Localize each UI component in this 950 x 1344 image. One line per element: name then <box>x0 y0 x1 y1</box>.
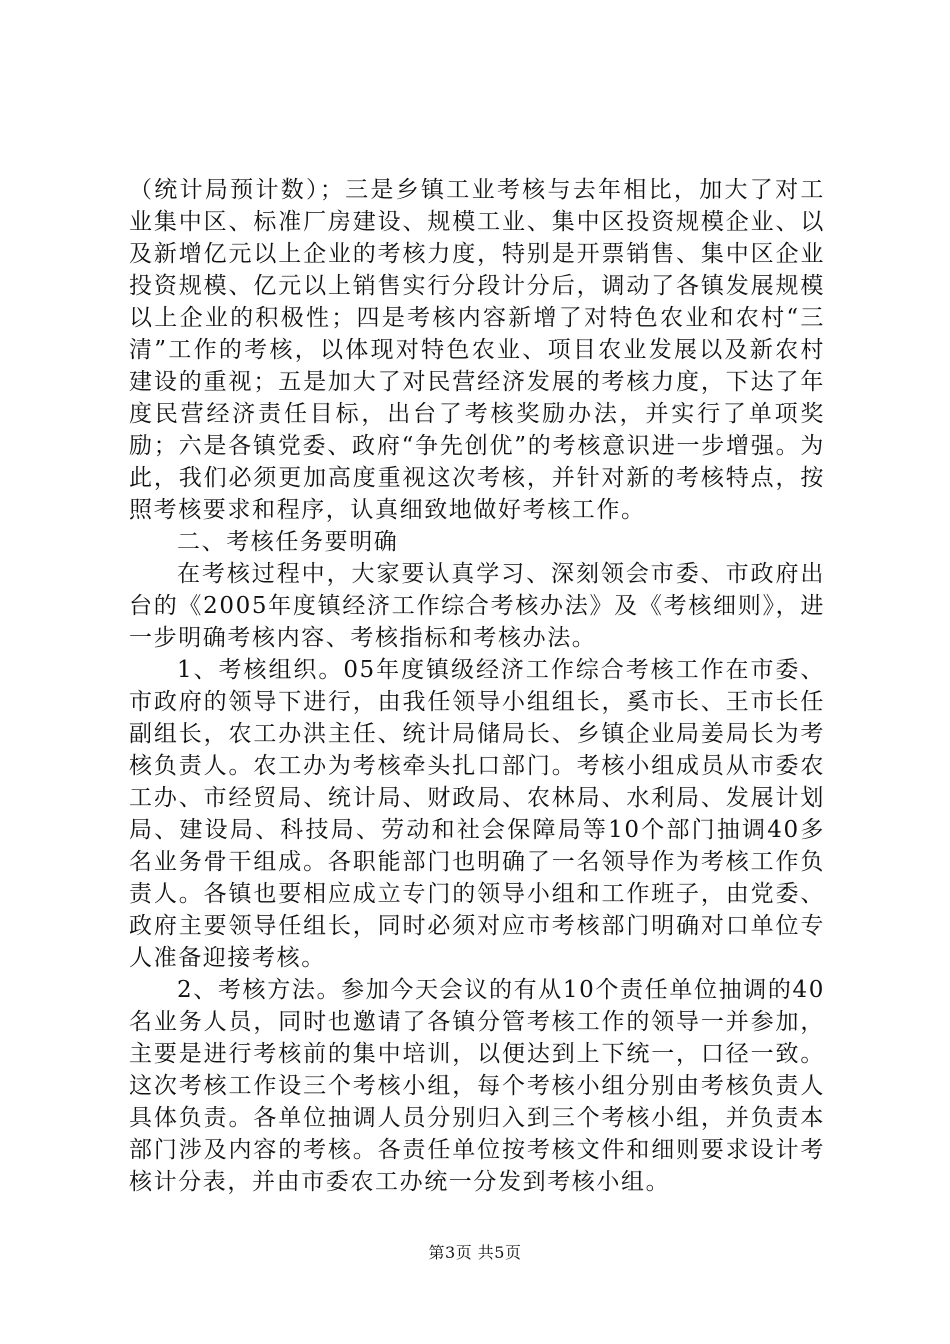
section-heading: 二、考核任务要明确 <box>177 529 399 555</box>
page-number: 第3页 共5页 <box>428 1243 522 1262</box>
paragraph-method: 2、考核方法。参加今天会议的有从10个责任单位抽调的40名业务人员，同时也邀请了各镇分管考核工作的领导一并参加，主要是进行考核前的集中培训，以便达到上下统一，口径一致。这次考核工作设三个考核小组，每个考核小组分别由考核负责人具体负责。各单位抽调人员分别归入到三个考核小组，并负责本部门涉及内容的考核。各责任单位按考核文件和细则要求设计考核计分表，并由市委农工办统一分发到考核小组。 <box>129 977 825 1195</box>
paragraph-intro: 在考核过程中，大家要认真学习、深刻领会市委、市政府出台的《2005年度镇经济工作综合考核办法》及《考核细则》，进一步明确考核内容、考核指标和考核办法。 <box>129 561 825 651</box>
document-body <box>129 174 825 1198</box>
paragraph-continuation: （统计局预计数）；三是乡镇工业考核与去年相比，加大了对工业集中区、标准厂房建设、规模工业、集中区投资规模企业、以及新增亿元以上企业的考核力度，特别是开票销售、集中区企业投资规模、亿元以上销售实行分段计分后，调动了各镇发展规模以上企业的积极性；四是考核内容新增了对特色农业和农村“三清”工作的考核，以体现对特色农业、项目农业发展以及新农村建设的重视；五是加大了对民营经济发展的考核力度，下达了年度民营经济责任目标，出台了考核奖励办法，并实行了单项奖励；六是各镇党委、政府“争先创优”的考核意识进一步增强。为此，我们必须更加高度重视这次考核，并针对新的考核特点，按照考核要求和程序，认真细致地做好考核工作。 <box>129 177 825 523</box>
paragraph-organization: 1、考核组织。05年度镇级经济工作综合考核工作在市委、市政府的领导下进行，由我任领导小组组长，奚市长、王市长任副组长，农工办洪主任、统计局储局长、乡镇企业局姜局长为考核负责人。农工办为考核牵头扎口部门。考核小组成员从市委农工办、市经贸局、统计局、财政局、农林局、水利局、发展计划局、建设局、科技局、劳动和社会保障局等10个部门抽调40多名业务骨干组成。各职能部门也明确了一名领导作为考核工作负责人。各镇也要相应成立专门的领导小组和工作班子，由党委、政府主要领导任组长，同时必须对应市考核部门明确对口单位专人准备迎接考核。 <box>129 657 825 971</box>
